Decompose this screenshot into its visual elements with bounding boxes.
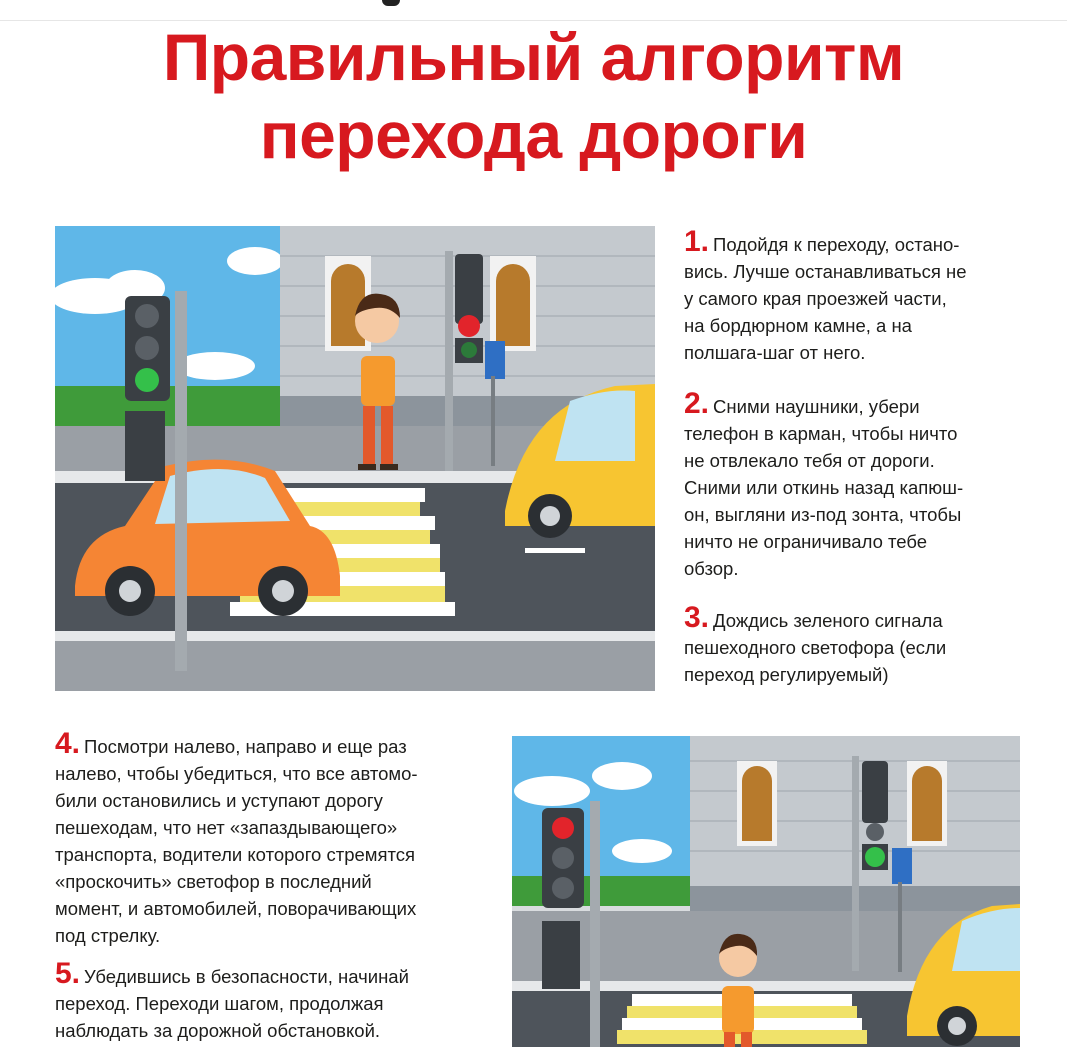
step-1-number: 1. xyxy=(684,225,710,258)
step-3 xyxy=(684,601,1029,688)
step-2-line-6: ничто не ограничивало тебе xyxy=(684,531,928,552)
step-1-line-5: полшага-шаг от него. xyxy=(684,342,866,363)
street-scene-1 xyxy=(55,226,655,691)
step-5 xyxy=(55,957,485,1044)
step-1-line-2: вись. Лучше останавливаться не xyxy=(684,261,967,282)
title-line-2: перехода дороги xyxy=(259,98,808,172)
step-4-line-1: Посмотри налево, направо и еще раз xyxy=(84,736,407,757)
step-2-line-7: обзор. xyxy=(684,558,739,579)
step-1-line-1: Подойдя к переходу, остано- xyxy=(713,234,960,255)
step-5-line-3: наблюдать за дорожной обстановкой. xyxy=(55,1020,381,1041)
step-2 xyxy=(684,387,1029,582)
step-5-line-2: переход. Переходи шагом, продолжая xyxy=(55,993,384,1014)
step-4-line-8: под стрелку. xyxy=(55,925,161,946)
step-2-line-4: Сними или откинь назад капюш- xyxy=(684,477,964,498)
step-4-line-7: момент, и автомобилей, поворачивающих xyxy=(55,898,417,919)
notch-shape xyxy=(382,0,400,6)
step-4-line-6: «проскочить» светофор в последний xyxy=(55,871,372,892)
step-1-line-3: у самого края проезжей части, xyxy=(684,288,947,309)
step-4-line-2: налево, чтобы убедиться, что все автомо- xyxy=(55,763,418,784)
step-2-line-2: телефон в карман, чтобы ничто xyxy=(684,423,958,444)
title-line-1: Правильный алгоритм xyxy=(162,20,905,94)
illustration-waiting xyxy=(55,226,655,691)
page-title xyxy=(0,18,1067,174)
step-3-line-3: переход регулируемый) xyxy=(684,664,889,685)
illustration-crossing xyxy=(512,736,1020,1047)
step-3-number: 3. xyxy=(684,601,710,634)
step-4-line-3: били остановились и уступают дорогу xyxy=(55,790,383,811)
boy-crossing xyxy=(719,934,757,1047)
step-4 xyxy=(55,727,485,949)
step-5-line-1: Убедившись в безопасности, начинай xyxy=(84,966,409,987)
step-2-line-3: не отвлекало тебя от дороги. xyxy=(684,450,935,471)
step-4-number: 4. xyxy=(55,727,81,760)
step-1-line-4: на бордюрном камне, а на xyxy=(684,315,912,336)
step-5-number: 5. xyxy=(55,957,81,990)
street-scene-2 xyxy=(512,736,1020,1047)
step-3-line-1: Дождись зеленого сигнала xyxy=(713,610,943,631)
step-1 xyxy=(684,225,1029,366)
step-4-line-4: пешеходам, что нет «запаздывающего» xyxy=(55,817,398,838)
step-3-line-2: пешеходного светофора (если xyxy=(684,637,947,658)
step-2-number: 2. xyxy=(684,387,710,420)
step-2-line-5: он, выгляни из-под зонта, чтобы xyxy=(684,504,962,525)
step-4-line-5: транспорта, водители которого стремятся xyxy=(55,844,416,865)
step-2-line-1: Сними наушники, убери xyxy=(713,396,920,417)
